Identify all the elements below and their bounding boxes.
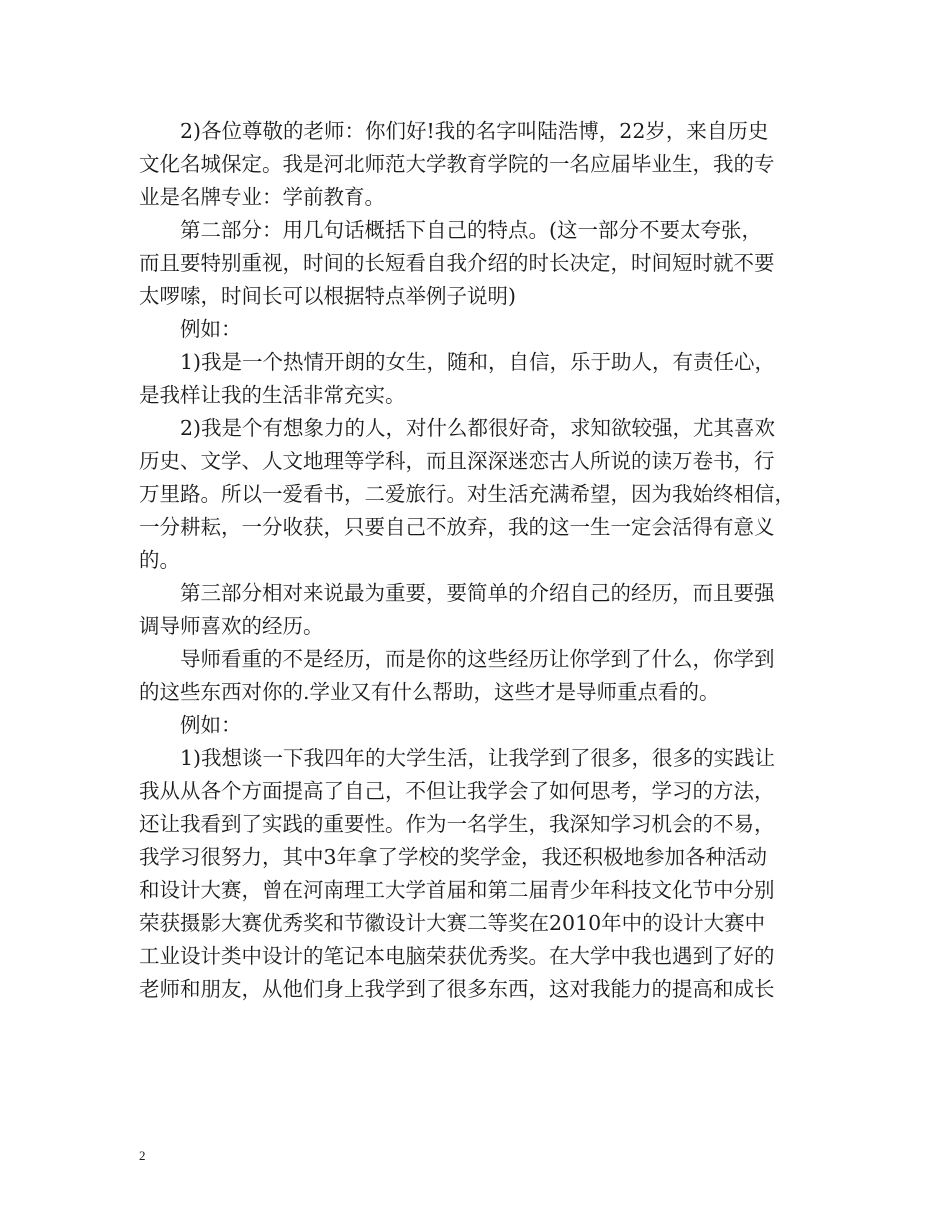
text-line: 历史、文学、人文地理等学科，而且深深迷恋古人所说的读万卷书，行 [139,449,775,473]
text-line: 而且要特别重视，时间的长短看自我介绍的时长决定，时间短时就不要 [139,251,775,275]
text-line: 2)各位尊敬的老师：你们好!我的名字叫陆浩博，22岁，来自历史 [180,119,769,143]
text-line: 荣获摄影大赛优秀奖和节徽设计大赛二等奖在2010年中的设计大赛中 [139,911,766,935]
text-line: 老师和朋友，从他们身上我学到了很多东西，这对我能力的提高和成长 [139,977,775,1001]
text-line: 例如： [180,317,242,341]
text-line: 万里路。所以一爱看书，二爱旅行。对生活充满希望，因为我始终相信， [139,482,795,506]
page-number: 2 [139,1148,146,1163]
text-line: 业是名牌专业：学前教育。 [139,185,385,209]
text-line: 例如： [180,713,242,737]
text-line: 的这些东西对你的.学业又有什么帮助，这些才是导师重点看的。 [139,680,720,704]
text-line: 1)我是一个热情开朗的女生，随和，自信，乐于助人，有责任心， [180,350,776,374]
text-line: 太啰嗦，时间长可以根据特点举例子说明) [139,284,516,308]
text-line: 工业设计类中设计的笔记本电脑荣获优秀奖。在大学中我也遇到了好的 [139,944,775,968]
text-line: 的。 [139,548,180,572]
text-line: 我学习很努力，其中3年拿了学校的奖学金，我还积极地参加各种活动 [139,845,768,869]
text-line: 1)我想谈一下我四年的大学生活，让我学到了很多，很多的实践让 [180,746,776,770]
text-line: 还让我看到了实践的重要性。作为一名学生，我深知学习机会的不易， [139,812,775,836]
text-line: 文化名城保定。我是河北师范大学教育学院的一名应届毕业生，我的专 [139,152,775,176]
text-line: 和设计大赛，曾在河南理工大学首届和第二届青少年科技文化节中分别 [139,878,775,902]
text-line: 调导师喜欢的经历。 [139,614,324,638]
text-line: 导师看重的不是经历，而是你的这些经历让你学到了什么，你学到 [180,647,775,671]
text-line: 第二部分：用几句话概括下自己的特点。(这一部分不要太夸张， [180,218,762,242]
text-line: 第三部分相对来说最为重要，要简单的介绍自己的经历，而且要强 [180,581,775,605]
text-line: 是我样让我的生活非常充实。 [139,383,406,407]
document-body [139,115,819,1006]
text-line: 一分耕耘，一分收获，只要自己不放弃，我的这一生一定会活得有意义 [139,515,775,539]
text-line: 2)我是个有想象力的人，对什么都很好奇，求知欲较强，尤其喜欢 [180,416,776,440]
text-line: 我从从各个方面提高了自己，不但让我学会了如何思考，学习的方法， [139,779,775,803]
